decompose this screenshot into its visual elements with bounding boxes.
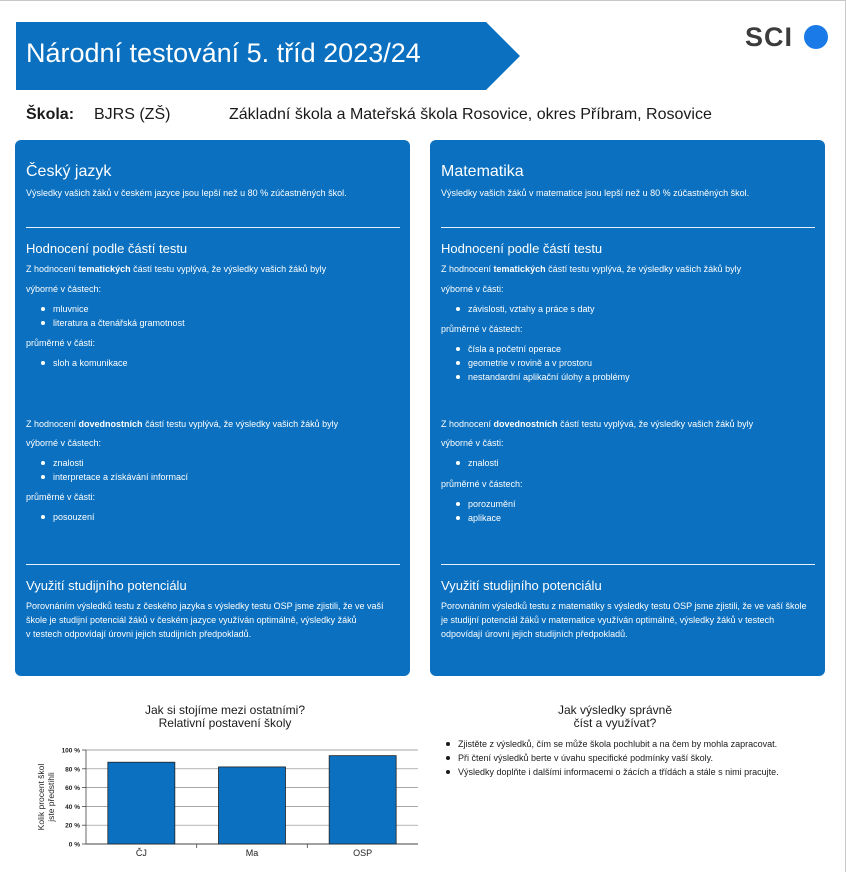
bar-ČJ bbox=[108, 762, 175, 844]
list-item: sloh a komunikace bbox=[41, 356, 128, 370]
group-label: průměrné v částech: bbox=[441, 324, 523, 334]
tip-item: Zjistěte z výsledků, čím se může škola pochlubit a na čem by mohla zapracovat. bbox=[446, 737, 779, 751]
group-label: výborné v částech: bbox=[26, 284, 102, 294]
list bbox=[41, 456, 188, 484]
panel-czech bbox=[15, 140, 410, 676]
list-item: literatura a čtenářská gramotnost bbox=[41, 316, 185, 330]
tip-item: Výsledky doplňte i dalšími informacemi o žácích a třídách a stále s nimi pracujte. bbox=[446, 765, 779, 779]
panel-separator bbox=[26, 564, 400, 565]
list bbox=[456, 302, 595, 316]
school-code: BJRS (ZŠ) bbox=[94, 106, 171, 123]
group-label: výborné v části: bbox=[441, 284, 504, 294]
y-axis-label-line: jste předstihli bbox=[46, 772, 56, 822]
panel-separator bbox=[441, 227, 815, 228]
panel-separator bbox=[26, 227, 400, 228]
x-tick-label: ČJ bbox=[135, 848, 147, 858]
tips-list bbox=[446, 737, 779, 779]
list-item: nestandardní aplikační úlohy a problémy bbox=[456, 370, 630, 384]
y-axis-label bbox=[36, 764, 56, 831]
tip-item: Při čtení výsledků berte v úvahu specifické podmínky vaší školy. bbox=[446, 751, 779, 765]
y-tick-label: 0 % bbox=[68, 841, 80, 849]
tips-title: Jak výsledky správně číst a využívat? bbox=[557, 703, 673, 730]
y-tick-label: 60 % bbox=[65, 785, 80, 793]
y-tick-label: 100 % bbox=[61, 747, 80, 755]
group-label: průměrné v části: bbox=[26, 492, 96, 502]
list-item: porozumění bbox=[456, 497, 516, 511]
bar-OSP bbox=[329, 756, 396, 844]
page-top-border bbox=[0, 0, 846, 1]
y-tick-label: 20 % bbox=[65, 822, 80, 830]
group-label: výborné v částech: bbox=[26, 438, 102, 448]
bar-chart bbox=[0, 735, 420, 865]
list-item: interpretace a získávání informací bbox=[41, 470, 188, 484]
list-item: závislosti, vztahy a práce s daty bbox=[456, 302, 595, 316]
list bbox=[456, 456, 499, 470]
thematic-intro: Z hodnocení tematických částí testu vyplývá, že výsledky vašich žáků byly bbox=[26, 264, 327, 274]
thematic-intro: Z hodnocení tematických částí testu vyplývá, že výsledky vašich žáků byly bbox=[441, 264, 742, 274]
bar-Ma bbox=[219, 767, 286, 844]
y-axis-label-line: Kolik procent škol bbox=[36, 763, 46, 831]
group-label: průměrné v části: bbox=[26, 338, 96, 348]
parts-heading: Hodnocení podle částí testu bbox=[441, 241, 603, 256]
skills-intro: Z hodnocení dovednostních částí testu vyplývá, že výsledky vašich žáků byly bbox=[26, 419, 339, 429]
skills-intro: Z hodnocení dovednostních částí testu vyplývá, že výsledky vašich žáků byly bbox=[441, 419, 754, 429]
potential-text: Porovnáním výsledků testu z matematiky s výsledky testu OSP jsme zjistili, že ve vaší škole je studijní potenciál žáků v matematice využíván optimálně, výsledky žáků v testech odpovídají úrovni jejich studijních předpokladů. bbox=[441, 601, 807, 639]
potential-heading: Využití studijního potenciálu bbox=[26, 578, 187, 593]
x-tick-label: OSP bbox=[353, 848, 373, 858]
y-tick-label: 40 % bbox=[65, 803, 80, 811]
chart-title: Jak si stojíme mezi ostatními? Relativní postavení školy bbox=[144, 703, 306, 730]
parts-heading: Hodnocení podle částí testu bbox=[26, 241, 188, 256]
list-item: aplikace bbox=[456, 511, 516, 525]
list bbox=[41, 302, 185, 330]
list-item: mluvnice bbox=[41, 302, 185, 316]
school-label: Škola: bbox=[26, 106, 75, 123]
panel-title: Český jazyk bbox=[26, 163, 112, 180]
y-tick-label: 80 % bbox=[65, 766, 80, 774]
page-title: Národní testování 5. tříd 2023/24 bbox=[26, 38, 421, 68]
list-item: znalosti bbox=[456, 456, 499, 470]
list-item: čísla a početní operace bbox=[456, 342, 630, 356]
panel-summary: Výsledky vašich žáků v českém jazyce jsou lepší než u 80 % zúčastněných škol. bbox=[26, 188, 347, 198]
title-banner bbox=[16, 22, 520, 90]
panel-title: Matematika bbox=[441, 163, 524, 180]
logo-text: SCI bbox=[745, 22, 794, 52]
list bbox=[41, 356, 128, 370]
panel-separator bbox=[441, 564, 815, 565]
school-name: Základní škola a Mateřská škola Rosovice, okres Příbram, Rosovice bbox=[229, 106, 712, 123]
list-item: znalosti bbox=[41, 456, 188, 470]
list bbox=[456, 497, 516, 525]
list-item: posouzení bbox=[41, 510, 95, 524]
list bbox=[41, 510, 95, 524]
potential-text: Porovnáním výsledků testu z českého jazyka s výsledky testu OSP jsme zjistili, že ve vaší škole je studijní potenciál žáků v českém jazyce využíván optimálně, výsledky žáků v testech odpovídají úrovni jejich studijních předpokladů. bbox=[26, 601, 384, 639]
potential-heading: Využití studijního potenciálu bbox=[441, 578, 602, 593]
list bbox=[456, 342, 630, 384]
group-label: průměrné v částech: bbox=[441, 479, 523, 489]
panel-math bbox=[430, 140, 825, 676]
list-item: geometrie v rovině a v prostoru bbox=[456, 356, 630, 370]
group-label: výborné v části: bbox=[441, 438, 504, 448]
panel-summary: Výsledky vašich žáků v matematice jsou lepší než u 80 % zúčastněných škol. bbox=[441, 188, 750, 198]
x-tick-label: Ma bbox=[245, 848, 259, 858]
logo-dot-icon bbox=[804, 25, 828, 49]
